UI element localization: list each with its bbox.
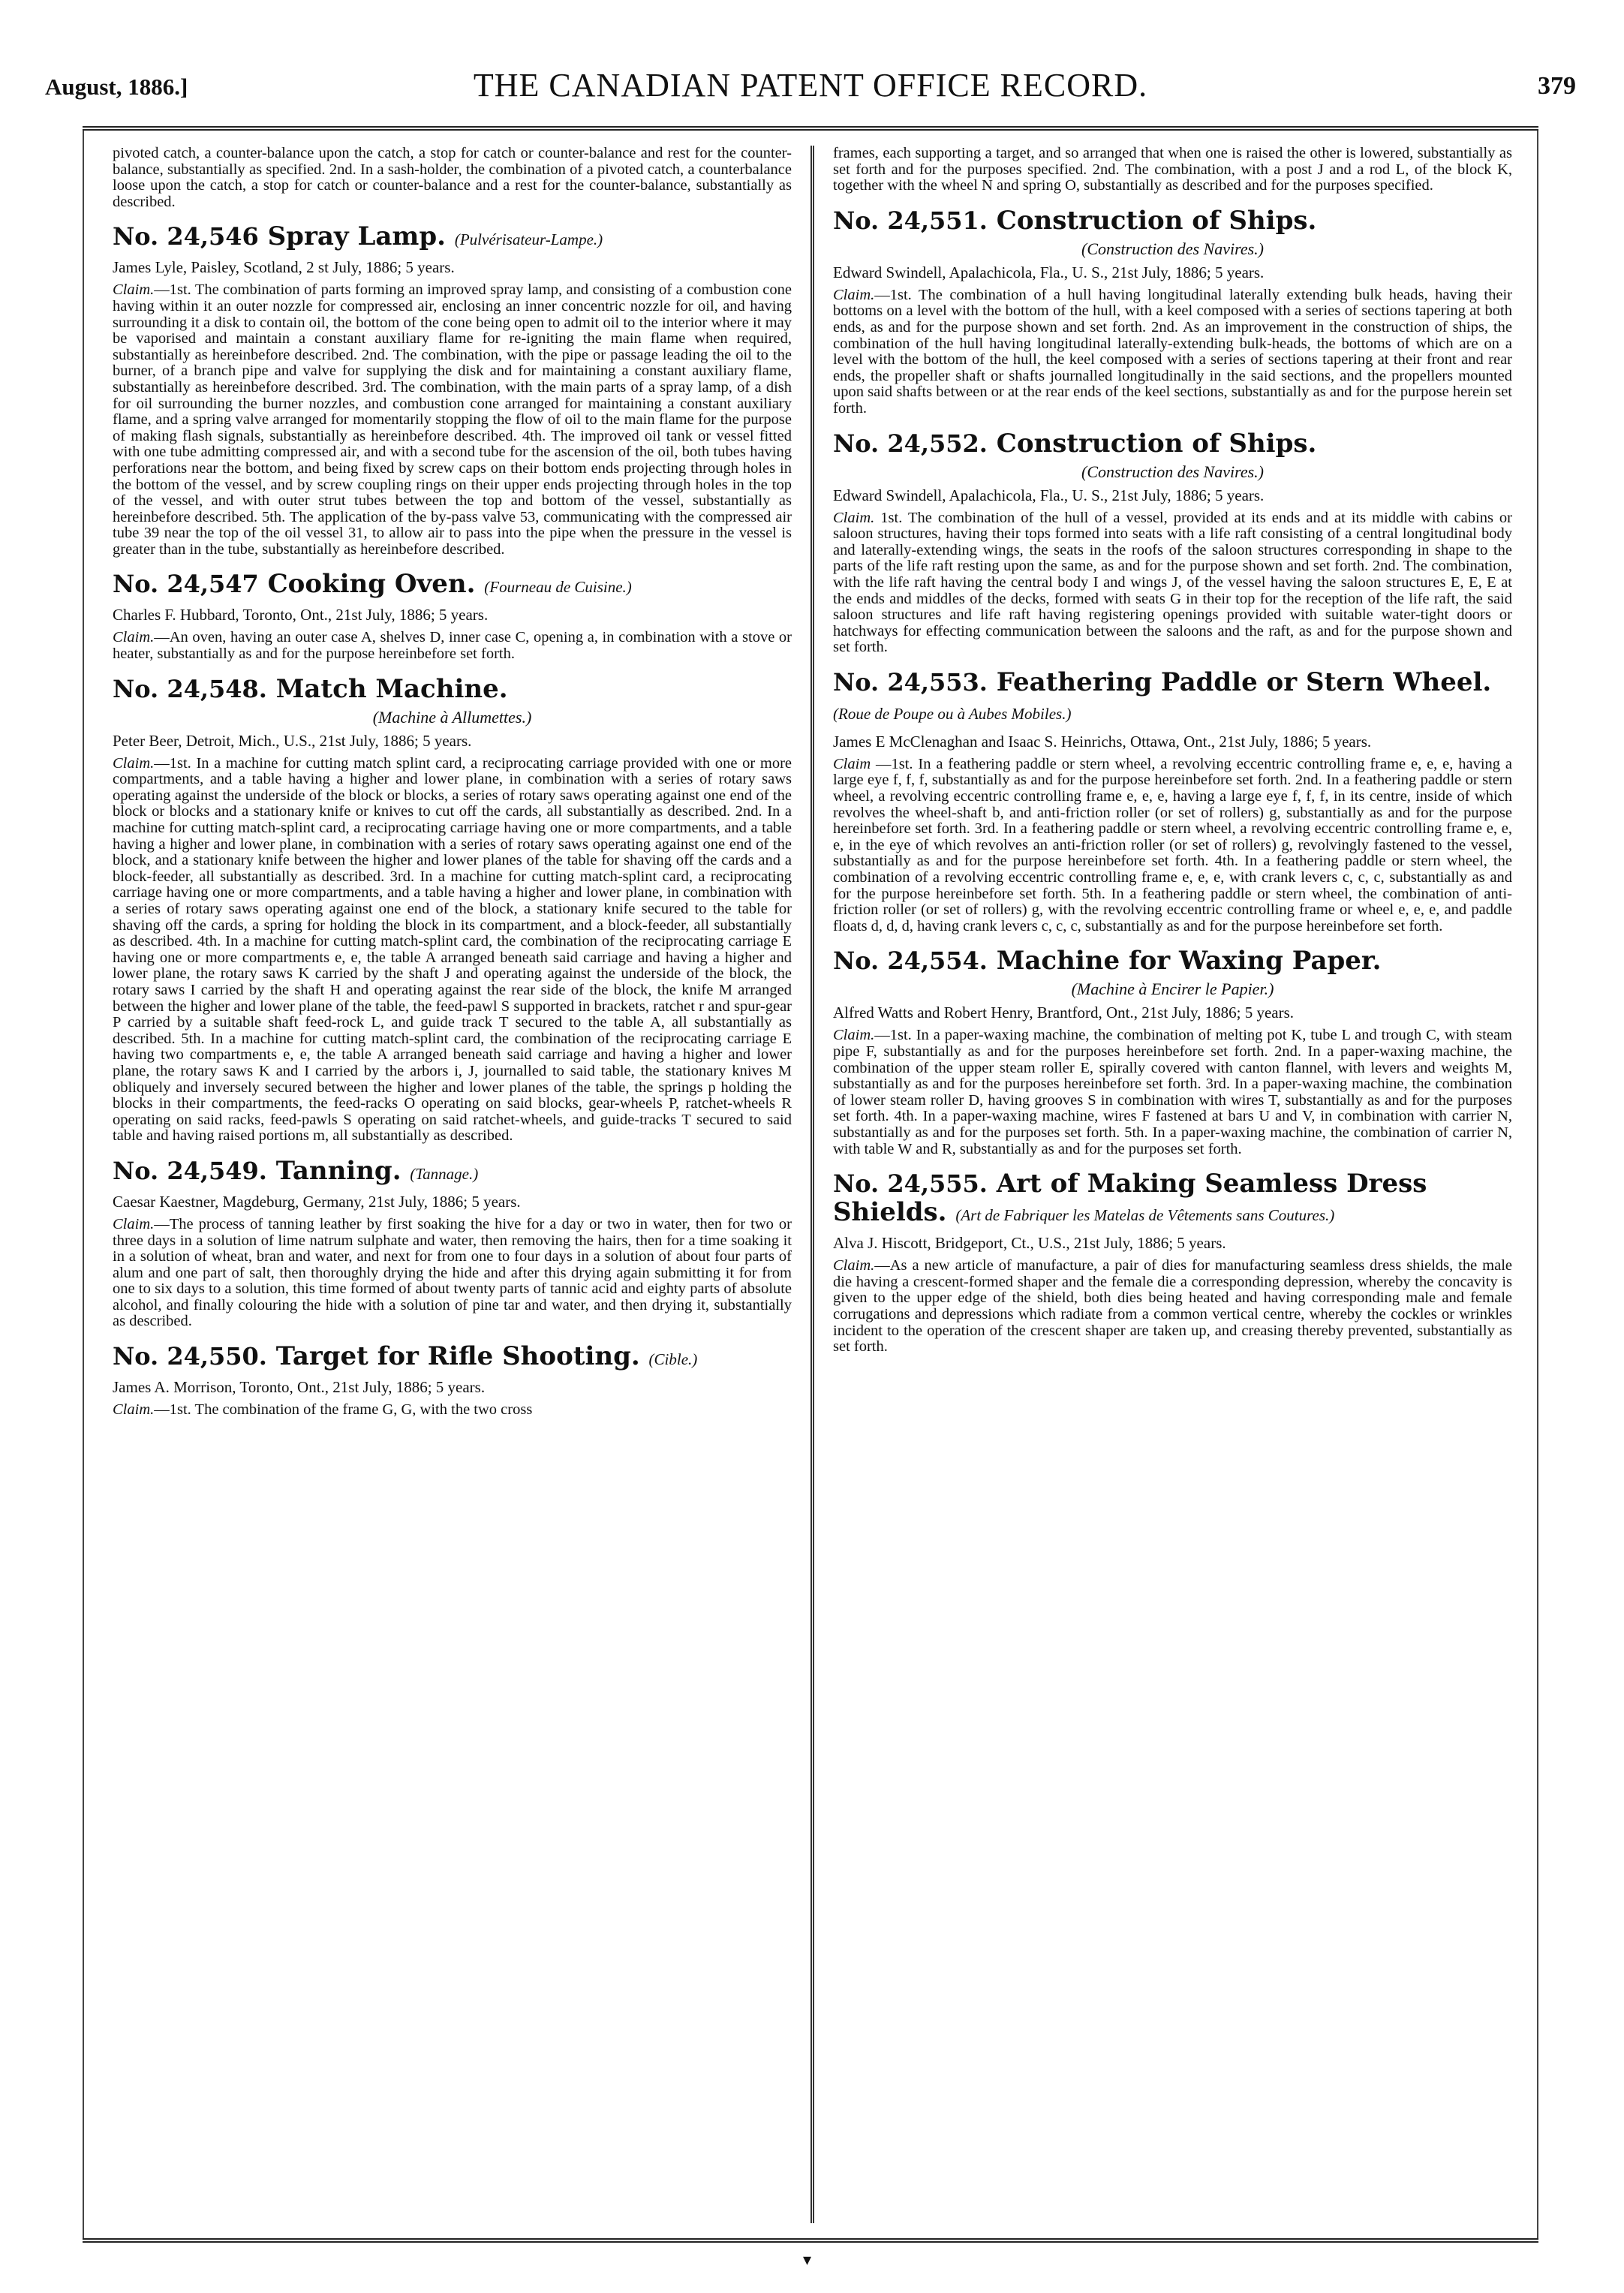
patent-title: Tanning. xyxy=(275,1155,401,1186)
inventor-line: James Lyle, Paisley, Scotland, 2 st July, 1886; 5 years. xyxy=(113,258,455,277)
claim-text xyxy=(113,1217,792,1330)
entry-heading xyxy=(833,206,1512,235)
inventor-line: Edward Swindell, Apalachicola, Fla., U. S., 21st July, 1886; 5 years. xyxy=(833,486,1265,504)
entry-heading xyxy=(113,222,792,254)
patent-title: Match Machine. xyxy=(275,673,508,704)
claim-body: —1st. In a machine for cutting match splint card, a reciprocating carriage provided with one or more compartments, and a table having a higher and lower plane, in combination with a series of rotary saws operating against the underside of the block or blocks, a series of rotary saws operating against one end of the block or blocks and a stationary knife or knives to cut off the cards, all substantially as described. 2nd. In a machine for cutting match-splint card, a reciprocating carriage having one or more compartments, and a table having a higher and lower plane, in combination with a series of rotary saws operating against one end of the block, and a stationary knife between the higher and lower planes of the table for shaving off the cards and a block-feeder, all substantially as described. 3rd. In a machine for cutting match-splint card, a reciprocating carriage having one or more compartments, and a table having a higher and lower plane, in combination with a series of rotary saws operating against one end of the block, a stationary knife secured to the table for shaving off the cards, a spring for holding the block in its compartment, and a block-feeder, all substantially as described. 4th. In a machine for cutting match-splint card, the combination of the reciprocating carriage E having one or more compartments e, e, the table A arranged beneath said carriage and having a higher and lower plane, the rotary saws K carried by the shaft J and operating against the underside of the block, the rotary saws I carried by the shaft H and operating against the rear side of the block, the knife M arranged between the higher and lower plane of the table, the feed-pawl S supported in brackets, ratchet r and spur-gear P carried by a suitable shaft feed-rock L, and guide track T secured to the table A, all substantially as described. 5th. In a machine for cutting match-splint card, the combination of the reciprocating carriage E having two compartments e, e, the table A arranged beneath said carriage and having a higher and lower plane, the rotary saws K and I carried by the arbors i, J, journalled to said table, the stationary knives M obliquely and inversely secured between the higher and lower planes of the table, the springs p holding the blocks in their compartments, the feed-racks O operating on said blocks, gear-wheels P, ratchet-wheels R operating on said racks, feed-pawls S operating on said ratchet-wheels, and guide-tracks T secured to said table and having raised portions m, all substantially as described. xyxy=(113,754,792,1145)
patent-number: No. 24,550. xyxy=(113,1342,267,1371)
patent-entry-24547 xyxy=(113,570,792,662)
continued-claim-text: frames, each supporting a target, and so arranged that when one is raised the other is lowered, substantially as set forth and for the purposes specified. 2nd. The combination, with a post J and a rod L, of the block K, together with the wheel N and spring O, substantially as described and for the purposes specified. xyxy=(833,145,1512,194)
claim-label: Claim. xyxy=(113,1215,155,1232)
inventor-line: Charles F. Hubbard, Toronto, Ont., 21st July, 1886; 5 years. xyxy=(113,606,489,624)
claim-label: Claim. xyxy=(113,629,155,646)
claim-text xyxy=(113,630,792,662)
continued-claim-text: pivoted catch, a counter-balance upon the catch, a stop for catch or counter-balance and rest for the counter-balance, substantially as specified. 2nd. In a sash-holder, the combination of a pivoted catch, a counterbalance loose upon the catch, a stop for catch or counter-balance and a rest for the counter-balance, substantially as described. xyxy=(113,145,792,210)
claim-text xyxy=(113,1402,792,1419)
claim-label: Claim xyxy=(833,755,871,772)
inventor-line: Alva J. Hiscott, Bridgeport, Ct., U.S., 21st July, 1886; 5 years. xyxy=(833,1234,1226,1253)
column-divider xyxy=(810,146,814,2223)
french-title: (Construction des Navires.) xyxy=(1081,462,1264,481)
patent-entry-24555 xyxy=(833,1169,1512,1356)
claim-label: Claim. xyxy=(113,754,155,772)
claim-label: Claim. xyxy=(833,1027,875,1044)
patent-title: Feathering Paddle or Stern Wheel. xyxy=(996,667,1492,697)
patent-number: No. 24,548. xyxy=(113,674,267,703)
entry-heading xyxy=(113,675,792,703)
patent-title: Machine for Waxing Paper. xyxy=(996,946,1382,976)
patent-entry-24552 xyxy=(833,429,1512,656)
inventor-line: Alfred Watts and Robert Henry, Brantford, Ont., 21st July, 1886; 5 years. xyxy=(833,1004,1295,1022)
inventor-line: Peter Beer, Detroit, Mich., U.S., 21st July, 1886; 5 years. xyxy=(113,731,472,750)
patent-number: No. 24,546 xyxy=(113,222,259,251)
claim-body: —1st. The combination of the frame G, G, with the two cross xyxy=(154,1401,533,1419)
patent-entry-24550 xyxy=(113,1342,792,1419)
patent-entry-24554 xyxy=(833,946,1512,1157)
french-title: (Cible.) xyxy=(648,1350,698,1369)
claim-label: Claim. xyxy=(113,1401,155,1419)
right-column xyxy=(833,146,1512,1360)
french-title: (Machine à Encirer le Papier.) xyxy=(1071,979,1274,999)
header-date: August, 1886.] xyxy=(45,74,188,100)
page-header xyxy=(45,66,1576,111)
french-title: (Art de Fabriquer les Matelas de Vêtements sans Coutures.) xyxy=(955,1206,1335,1225)
patent-entry-24546 xyxy=(113,222,792,558)
patent-number: No. 24,555. xyxy=(833,1169,988,1199)
patent-title: Construction of Ships. xyxy=(996,428,1317,459)
frame-right-rule xyxy=(1537,131,1538,2238)
patent-entry-24549 xyxy=(113,1157,792,1330)
inventor-line: Caesar Kaestner, Magdeburg, Germany, 21st July, 1886; 5 years. xyxy=(113,1192,521,1211)
inventor-line: James E McClenaghan and Isaac S. Heinrichs, Ottawa, Ont., 21st July, 1886; 5 years. xyxy=(833,732,1372,751)
patent-number: No. 24,554. xyxy=(833,946,988,976)
french-title: (Fourneau de Cuisine.) xyxy=(484,578,632,597)
claim-body: —1st. The combination of parts forming an improved spray lamp, and consisting of a combustion cone having within it an outer nozzle for compressed air, enclosing an inner concentric nozzle for oil, and having surrounding it a disk to contain oil, the bottom of the cone being open to admit oil to the interior where it may be vaporised and maintain a constant auxiliary flame for re-igniting the main flame when required, substantially as hereinbefore described. 2nd. The combination, with the pipe or passage leading the oil to the burner, of a branch pipe and valve for supplying the disk and for maintaining a constant auxiliary flame, substantially as hereinbefore described. 3rd. The combination, with the main parts of a spray lamp, of a dish for oil surrounding the burner nozzles, and combustion cone arranged for maintaining a constant auxiliary flame, and a spring valve arranged for momentarily stopping the flow of oil to the main flame for the purpose of making flash signals, substantially as hereinbefore described. 4th. The improved oil tank or vessel fitted with one tube admitting compressed air, and with a second tube for the ascension of the oil, both tubes having perforations near the bottom, and being fixed by screw caps on their bottom ends projecting through holes in the bottom of the vessel, and by screw coupling rings on their upper ends projecting through holes in the top of the vessel, and with outer strut tubes between the top and bottom of the vessel, substantially as hereinbefore described. 5th. The application of the by-pass valve 53, communicating with the compressed air tube 39 near the top of the oil vessel 31, to allow air to pass into the pipe when the pressure in the vessel is greater than in the tube, substantially as hereinbefore described. xyxy=(113,281,792,558)
entry-heading xyxy=(113,1342,792,1374)
patent-entry-24553 xyxy=(833,668,1512,935)
claim-text xyxy=(833,757,1512,935)
left-column xyxy=(113,146,792,1423)
inventor-line: James A. Morrison, Toronto, Ont., 21st July, 1886; 5 years. xyxy=(113,1378,486,1397)
claim-body: 1st. The combination of the hull of a vessel, provided at its ends and at its middle with cabins or saloon structures, having their tops formed into seats with a life raft consisting of a central longitudinal body and laterally-extending wings, the seats in the roofs of the saloon structures corresponding in shape to the parts of the life raft resting upon the same, as and for the purpose shown and set forth. 2nd. The combination, with the life raft having the central body I and wings J, of the vessel having the saloon structures E, E, E at the ends and middles of the decks, formed with seats G in their top for the reception of the life raft, the said saloon structures and life raft having registering openings provided with suitable water-tight doors or hatchways for effecting communication between the saloons and the raft, as and for the purpose shown and set forth. xyxy=(833,509,1512,656)
page-frame xyxy=(83,126,1538,2243)
french-title: (Machine à Allumettes.) xyxy=(372,707,532,727)
patent-entry-24548 xyxy=(113,675,792,1145)
patent-title: Cooking Oven. xyxy=(267,569,476,600)
page-number: 379 xyxy=(1538,72,1576,100)
claim-body: —1st. In a feathering paddle or stern wheel, a revolving eccentric controlling frame e, e, e, having a large eye f, f, f, substantially as and for the purpose hereinbefore set forth. 2nd. In a feathering paddle or stern wheel, a revolving eccentric controlling frame e, e, e, having a large eye f, f, f, in its centre, inside of which revolves the wheel-shaft b, and anti-friction roller (or set of rollers) g, substantially as and for the purpose hereinbefore set forth. 3rd. In a feathering paddle or stern wheel, a revolving eccentric controlling frame e, e, e, in the eye of which revolves an anti-friction roller (or set of rollers) g, revolvingly fastened to the vessel, substantially as and for the purpose hereinbefore set forth. 4th. In a feathering paddle or stern wheel, the combination of a revolving eccentric controlling frame e, e, e, with crank levers c, c, c, substantially as and for the purpose hereinbefore set forth. 5th. In a feathering paddle or stern wheel, the combination of anti-friction roller (or set of rollers) g, with the revolving eccentric controlling frame or wheel e, e, e, and paddle floats d, d, d, having crank levers c, c, c, substantially as and for the purpose hereinbefore set forth. xyxy=(833,755,1512,934)
claim-label: Claim. xyxy=(833,286,875,303)
patent-number: No. 24,553. xyxy=(833,667,988,697)
claim-label: Claim. xyxy=(833,509,875,526)
claim-text xyxy=(833,1028,1512,1157)
print-mark: ▾ xyxy=(803,2250,812,2269)
claim-label: Claim. xyxy=(833,1257,875,1274)
french-title: (Pulvérisateur-Lampe.) xyxy=(454,230,603,249)
patent-entry-24551 xyxy=(833,206,1512,417)
french-title: (Roue de Poupe ou à Aubes Mobiles.) xyxy=(833,704,1072,723)
inventor-line: Edward Swindell, Apalachicola, Fla., U. S., 21st July, 1886; 5 years. xyxy=(833,263,1265,281)
claim-text xyxy=(833,287,1512,417)
publication-title: THE CANADIAN PATENT OFFICE RECORD. xyxy=(473,67,1148,104)
patent-title: Art of Making Seamless Dress Shields. xyxy=(833,1169,1427,1228)
entry-heading xyxy=(113,1157,792,1188)
claim-body: —An oven, having an outer case A, shelves D, inner case C, opening a, in combination with a stove or heater, substantially as and for the purpose hereinbefore set forth. xyxy=(113,629,792,663)
claim-body: —1st. The combination of a hull having longitudinal laterally extending bulk heads, having their bottoms on a level with the bottom of the hull, with a keel composed with a series of sections tapering at both ends, as and for the purpose shown and set forth. 2nd. As an improvement in the construction of ships, the combination of the hull having longitudinal laterally-extending bulk-heads, the bottoms of which are on a level with the bottom of the hull, the keel composed with a series of sections tapering at their front and rear ends, the propeller shaft or shafts journalled longitudinally in the said sections, and the propellers mounted upon said shafts between or at the rear ends of the keel sections, substantially as and for the purpose herein set forth. xyxy=(833,286,1512,417)
claim-text xyxy=(113,282,792,558)
claim-text xyxy=(113,756,792,1145)
entry-heading xyxy=(833,668,1512,728)
patent-title: Spray Lamp. xyxy=(267,221,447,252)
entry-heading xyxy=(833,946,1512,975)
claim-text xyxy=(833,1258,1512,1356)
patent-title: Construction of Ships. xyxy=(996,205,1317,236)
claim-body: —1st. In a paper-waxing machine, the combination of melting pot K, tube L and trough C, with steam pipe F, substantially as and for the purposes hereinbefore set forth. 2nd. In a paper-waxing machine, the combination of the upper steam roller E, spirally covered with canton flannel, with levers and weights M, substantially as and for the purposes hereinbefore set forth. 3rd. In a paper-waxing machine, the combination of lower steam roller D, having grooves S in combination with wires T, substantially as and for the purposes set forth. 4th. In a paper-waxing machine, wires F fastened at bars U and V, in combination with carrier N, substantially as and for the purposes set forth. 5th. In a paper-waxing machine, the combination of carrier N, with table W and R, substantially as and for the purposes set forth. xyxy=(833,1027,1512,1157)
patent-number: No. 24,549. xyxy=(113,1156,267,1185)
patent-number: No. 24,547 xyxy=(113,570,259,599)
patent-number: No. 24,551. xyxy=(833,206,988,235)
french-title: (Construction des Navires.) xyxy=(1081,239,1264,258)
patent-number: No. 24,552. xyxy=(833,429,988,458)
claim-label: Claim. xyxy=(113,281,155,299)
patent-title: Target for Rifle Shooting. xyxy=(275,1341,640,1372)
entry-heading xyxy=(833,429,1512,458)
entry-heading xyxy=(833,1169,1512,1229)
claim-body: —As a new article of manufacture, a pair of dies for manufacturing seamless dress shields, the male die having a crescent-formed shaper and the female die a corresponding depression, whereby the concavity is given to the upper edge of the shield, both dies being heated and having corresponding male and female corrugations and depressions which radiate from a common vertical centre, whereby the cockles or wrinkles incident to the operation of the crescent shaper are taken up, and creasing thereby prevented, substantially as set forth. xyxy=(833,1257,1512,1356)
claim-text xyxy=(833,510,1512,656)
frame-left-rule xyxy=(83,131,84,2238)
entry-heading xyxy=(113,570,792,601)
claim-body: —The process of tanning leather by first soaking the hive for a day or two in water, then for two or three days in a solution of lime natrum sulphate and water, then removing the hairs, then for a time soaking it in a solution of wheat, bran and water, and next for from one to four days in a solution of about four parts of alum and one part of salt, then thoroughly drying the hide and after this drying again submitting it for from one to six days to a solution, this time formed of about twenty parts of tannic acid and eighty parts of absolute alcohol, and finally colouring the hide with a solution of pine tar and water, and then drying it, substantially as described. xyxy=(113,1215,792,1330)
french-title: (Tannage.) xyxy=(410,1164,479,1183)
